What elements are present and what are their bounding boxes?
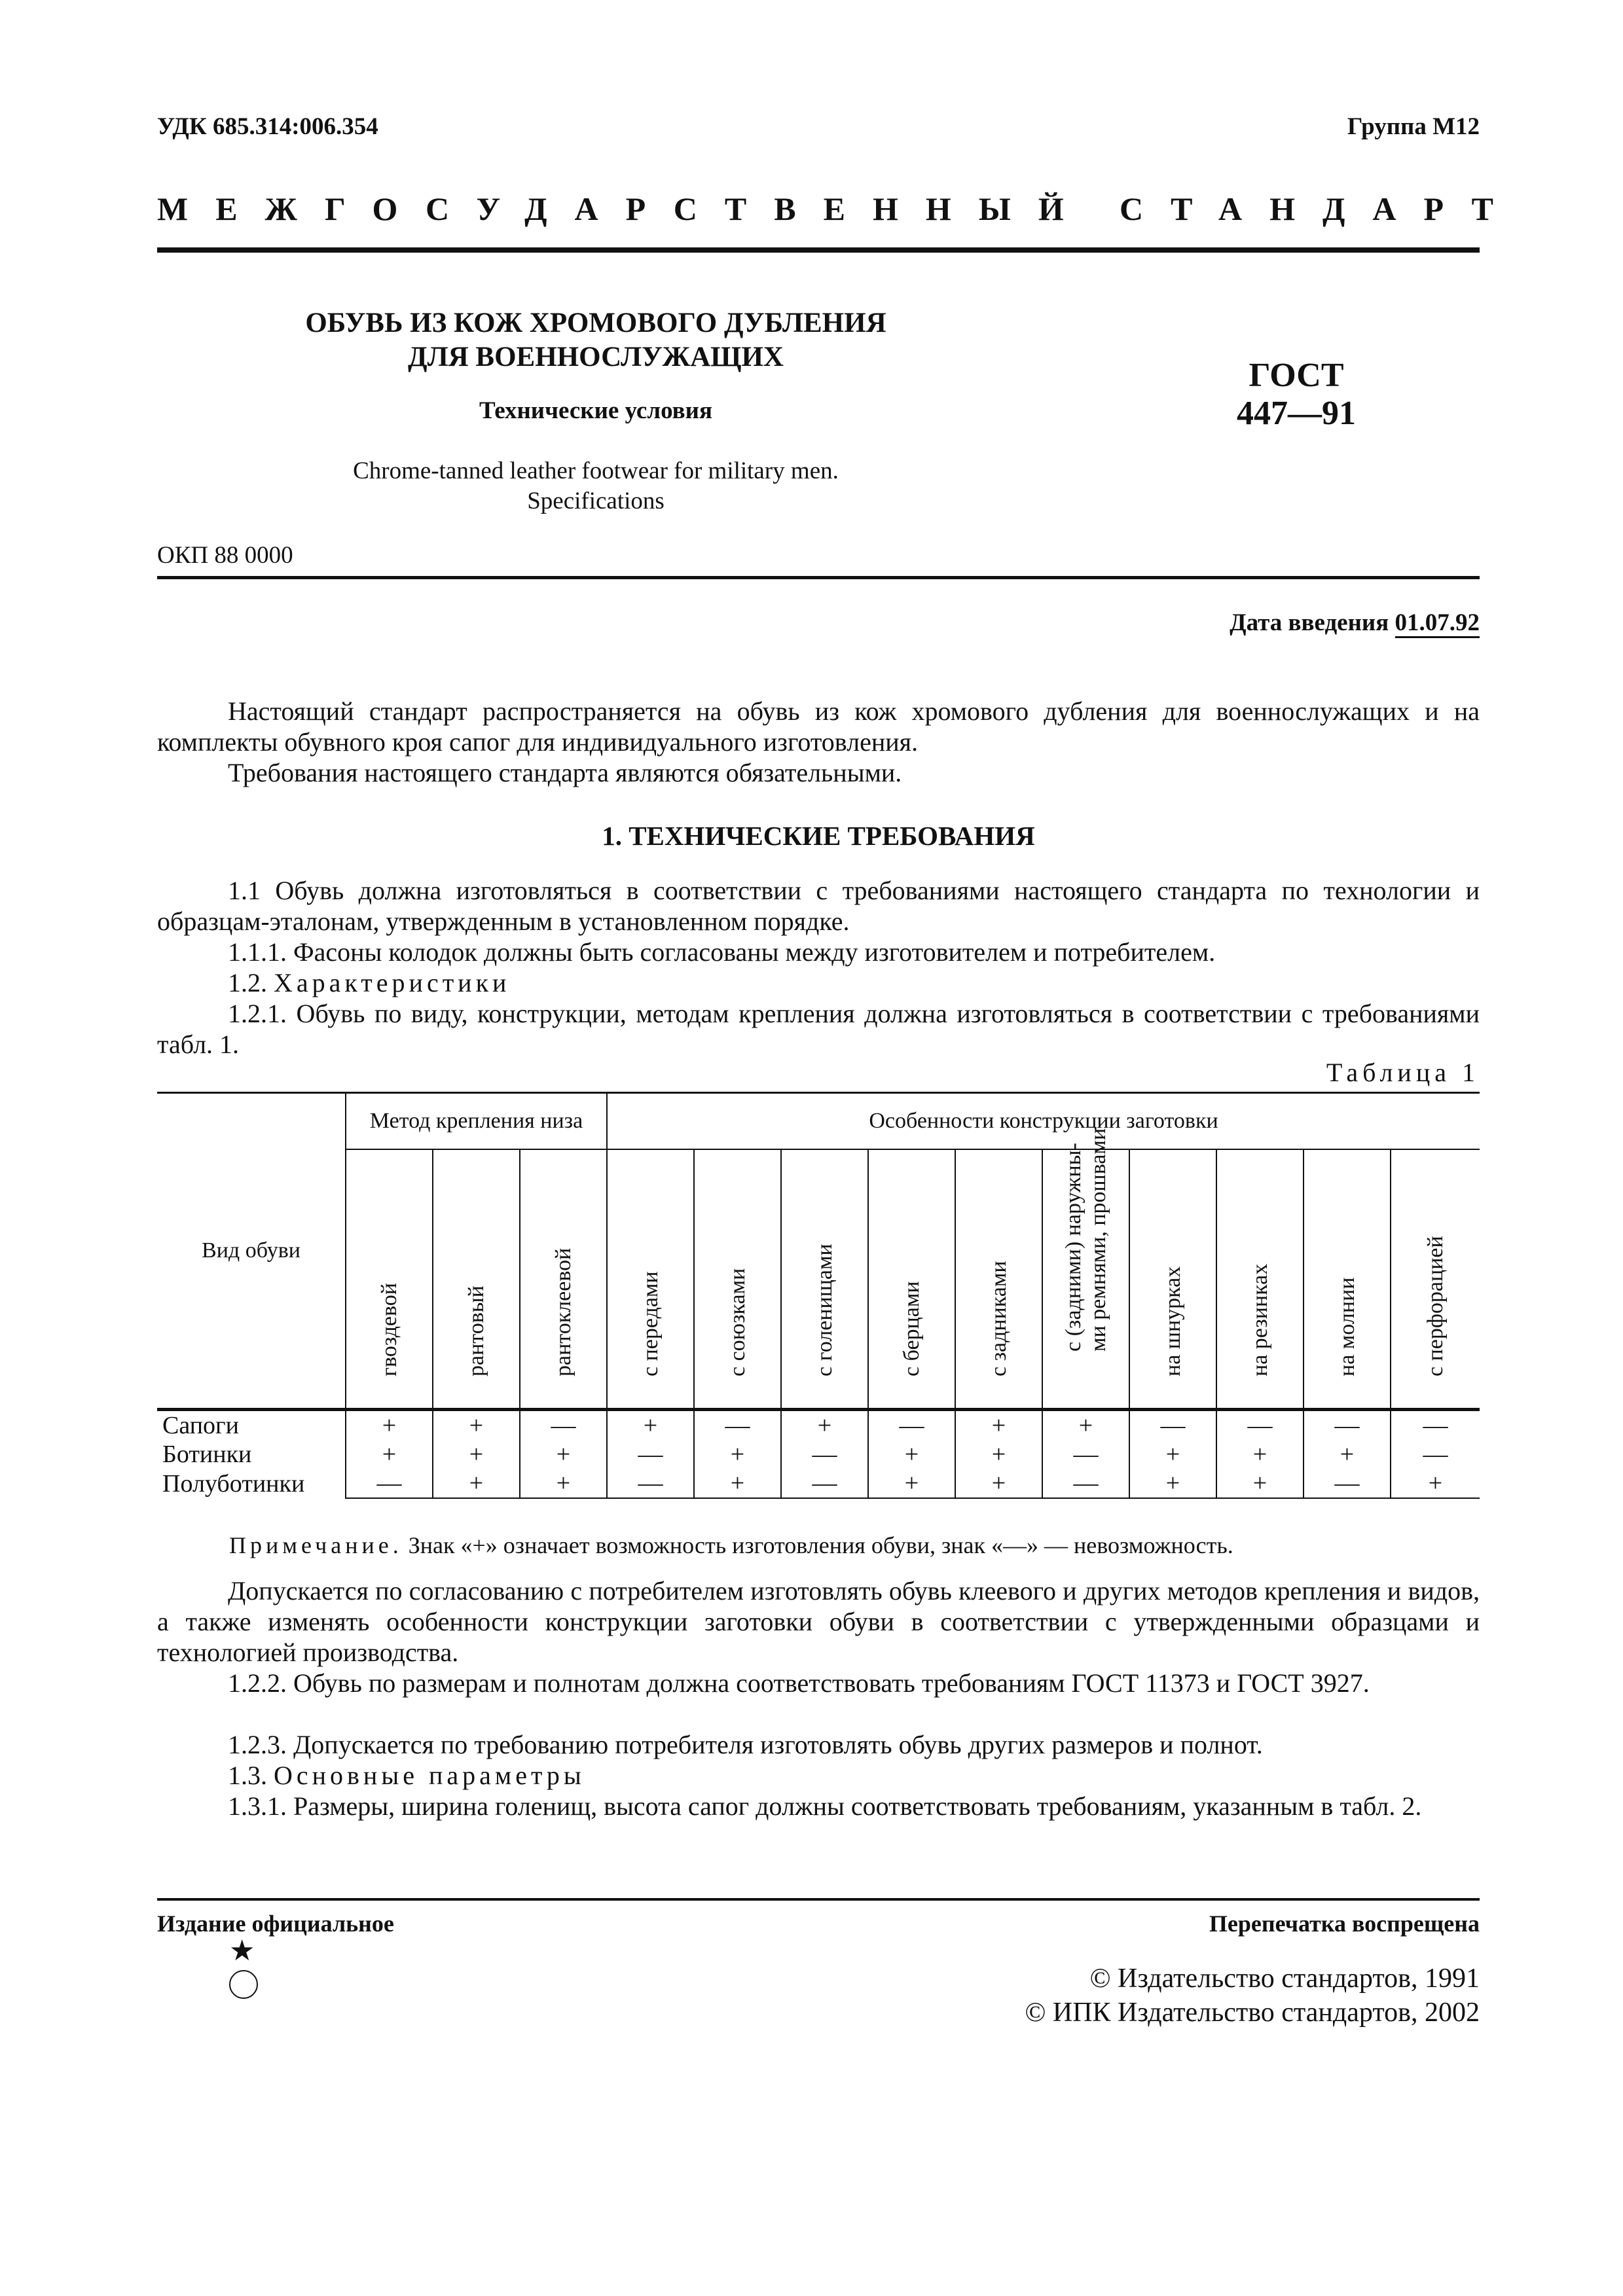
column-header-text [1161,1266,1186,1376]
table-cell: — [781,1440,868,1469]
intro-paragraph-1: Настоящий стандарт распространяется на обувь из кож хромового дубления для военнослужащих и на комплекты обувного кроя сапог для индивидуального изготовления. [157,696,1480,757]
column-header-line: гвоздевой [376,1283,401,1376]
clause-1-1-1: 1.1.1. Фасоны колодок должны быть согласованы между изготовителем и потребителем. [228,937,1216,967]
date-label: Дата введения [1230,609,1395,636]
row-label: Полуботинки [162,1469,305,1498]
clause-1-2 [157,967,1480,998]
clause-1-2-title: Характеристики [274,968,511,997]
column-header-text [638,1271,663,1376]
table-note [229,1532,1233,1559]
date-value: 01.07.92 [1395,609,1480,638]
column-header-line: рантоклеевой [551,1247,575,1376]
table-1 [157,1092,1480,1499]
row-label: Сапоги [162,1412,239,1439]
section-heading: 1. ТЕХНИЧЕСКИЕ ТРЕБОВАНИЯ [602,821,1035,851]
table-cell: — [781,1469,868,1498]
table-caption: Таблица 1 [1326,1058,1480,1087]
reprint-note: Перепечатка воспрещена [1209,1910,1480,1937]
table-cell: — [346,1469,433,1498]
table-cell: + [607,1410,694,1441]
middle-rule [157,576,1480,579]
column-header-line: на молнии [1334,1277,1359,1376]
group-method-header: Метод крепления низа [346,1093,607,1150]
clause-1-2-3: 1.2.3. Допускается по требованию потребителя изготовлять обувь других размеров и полнот. [228,1730,1263,1759]
column-header [607,1149,694,1410]
column-header-text [1248,1264,1273,1376]
column-header-text [464,1285,489,1376]
table-cell: — [1129,1410,1216,1441]
edition-note: Издание официальное [157,1910,394,1937]
column-header-line: с (задними) наружны- [1061,1143,1085,1352]
column-header-text [1335,1278,1360,1376]
column-header-line: ми ремнями, прошвами [1085,1128,1110,1352]
table-cell: — [607,1469,694,1498]
table-cell: + [955,1469,1042,1498]
table-cell: + [1216,1469,1304,1498]
table-cell: — [1304,1469,1391,1498]
table-cell: + [1391,1469,1480,1498]
clause-1-3-1: 1.3.1. Размеры, ширина голенищ, высота сапог должны соответствовать требованиям, указанным в табл. 2. [228,1791,1422,1821]
intro-paragraph-2: Требования настоящего стандарта являются обязательными. [228,758,902,787]
column-header-line: на резинках [1247,1263,1272,1376]
table-cell: + [955,1440,1042,1469]
thick-rule [157,247,1480,253]
clause-1-2-number: 1.2. [228,968,274,997]
column-header-line: рантовый [464,1285,488,1376]
construction-table [157,1092,1480,1499]
table-row [157,1469,1480,1498]
column-header-text [377,1283,402,1376]
table-cell: + [694,1440,781,1469]
column-header-text [551,1248,576,1376]
banner-left: МЕЖГОСУДАРСТВЕННЫЙ [157,190,1091,227]
clause-1-1: 1.1 Обувь должна изготовляться в соответствии с требованиями настоящего стандарта по технологии и образцам-эталонам, утвержденным в установленном порядке. [157,876,1480,936]
table-cell: — [1391,1440,1480,1469]
copyright-block [1025,1962,1480,2030]
column-header [868,1149,955,1410]
table-cell: — [694,1410,781,1441]
column-header-line: с берцами [899,1281,924,1376]
standard-banner [157,190,1521,228]
table-cell: + [1216,1440,1304,1469]
note-text: Знак «+» означает возможность изготовления обуви, знак «—» — невозможность. [402,1532,1233,1558]
column-header [1129,1149,1216,1410]
clause-1-2-1: 1.2.1. Обувь по виду, конструкции, методам крепления должна изготовляться в соответствии с требованиями табл. 1. [157,999,1480,1059]
clause-1-3-number: 1.3. [228,1761,274,1790]
table-cell: — [607,1440,694,1469]
english-title-line-2: Specifications [527,488,665,514]
column-header [346,1149,433,1410]
table-cell: + [346,1440,433,1469]
copyright-2002: © ИПК Издательство стандартов, 2002 [1025,1998,1480,2028]
column-header-line: с задниками [986,1261,1011,1376]
table-cell: + [955,1410,1042,1441]
table-cell: + [520,1440,607,1469]
document-page [157,0,1521,2296]
table-cell: + [868,1440,955,1469]
column-header-line: с союзками [725,1268,750,1376]
effective-date [1230,609,1480,637]
table-row [157,1410,1480,1441]
table-row [157,1440,1480,1469]
english-title [236,456,956,516]
column-header [955,1149,1042,1410]
table-cell: + [868,1469,955,1498]
table-cell: — [1304,1410,1391,1441]
group-design-header: Особенности конструкции заготовки [607,1093,1480,1150]
footer-rule [157,1898,1480,1901]
circle-icon [229,1970,258,1999]
document-title [236,306,956,374]
table-body [157,1410,1480,1499]
column-header-line: на шнурках [1160,1266,1185,1376]
copyright-1991: © Издательство стандартов, 1991 [1089,1964,1480,1994]
table-cell: + [1304,1440,1391,1469]
column-header [433,1149,520,1410]
column-header-line: с передами [638,1271,663,1376]
clause-1-3 [157,1760,1480,1791]
column-kind-header: Вид обуви [157,1093,346,1410]
table-cell: — [1216,1410,1304,1441]
row-label: Ботинки [162,1441,252,1468]
column-header-text [1061,1128,1111,1352]
table-header-columns [157,1149,1480,1410]
table-cell: + [781,1410,868,1441]
table-cell: — [1391,1410,1480,1441]
title-line-2: ДЛЯ ВОЕННОСЛУЖАЩИХ [408,342,784,372]
column-header [781,1149,868,1410]
clause-1-3-title: Основные параметры [274,1761,585,1790]
table-cell: + [433,1469,520,1498]
table-cell: + [1129,1440,1216,1469]
table-cell: — [1042,1440,1129,1469]
column-header-text [987,1261,1012,1376]
column-header [694,1149,781,1410]
star-icon: ★ [229,1935,255,1967]
gost-number [1198,357,1395,433]
column-header [1042,1128,1129,1410]
table-cell: — [1042,1469,1129,1498]
column-header-line: с голенищами [812,1244,837,1376]
table-cell: + [433,1440,520,1469]
gost-label: ГОСТ [1249,357,1344,394]
okp-code: ОКП 88 0000 [157,542,293,569]
udk-code: УДК 685.314:006.354 [157,113,378,140]
table-cell: — [520,1410,607,1441]
table-cell: + [433,1410,520,1441]
title-line-1: ОБУВЬ ИЗ КОЖ ХРОМОВОГО ДУБЛЕНИЯ [305,308,886,338]
banner-right: СТАНДАРТ [1120,190,1521,227]
column-header-text [725,1268,750,1376]
column-header [1304,1149,1391,1410]
table-header-groups [157,1093,1480,1150]
column-header-text [812,1244,837,1376]
table-cell: + [1129,1469,1216,1498]
table-cell: + [694,1469,781,1498]
clause-1-2-2: 1.2.2. Обувь по размерам и полнотам должна соответствовать требованиям ГОСТ 11373 и ГОСТ 3927. [228,1668,1370,1698]
gost-code: 447—91 [1237,395,1356,432]
note-label: Примечание. [229,1532,403,1558]
english-title-line-1: Chrome-tanned leather footwear for military men. [353,457,839,484]
column-header [1216,1149,1304,1410]
table-cell: + [346,1410,433,1441]
column-header [1391,1149,1480,1410]
column-header-text [1423,1236,1448,1376]
group-code: Группа М12 [1347,113,1480,140]
column-header [520,1149,607,1410]
table-cell: — [868,1410,955,1441]
allowance-paragraph: Допускается по согласованию с потребителем изготовлять обувь клеевого и других методов крепления и видов, а также изменять особенности конструкции заготовки обуви в соответствии с утвержденными образцами и технологией производства. [157,1576,1480,1667]
document-subtitle: Технические условия [479,397,712,424]
column-header-text [900,1281,924,1376]
column-header-line: с перфорацией [1423,1236,1448,1376]
table-cell: + [1042,1410,1129,1441]
table-cell: + [520,1469,607,1498]
